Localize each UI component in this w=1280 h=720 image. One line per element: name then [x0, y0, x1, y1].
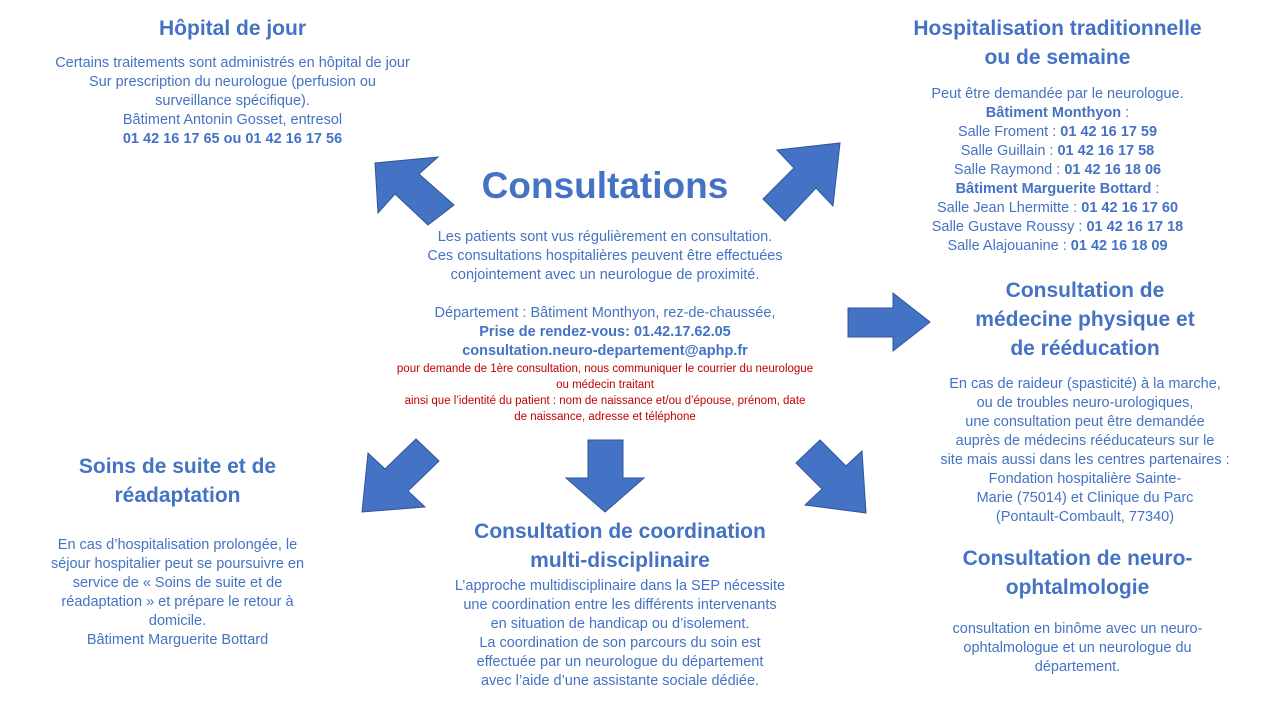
medecine-physique-title-line: de rééducation	[1010, 337, 1160, 360]
coordination-title	[400, 517, 840, 575]
room-label: Salle Gustave Roussy :	[931, 219, 1087, 235]
medecine-physique-line: En cas de raideur (spasticité) à la marche,	[949, 376, 1221, 392]
medecine-physique-line: une consultation peut être demandée	[965, 414, 1205, 430]
medecine-physique-line: ou de troubles neuro-urologiques,	[976, 395, 1194, 411]
coordination-line: La coordination de son parcours du soin est	[479, 635, 761, 651]
neuro-ophtalmologie-line: ophtalmologue et un neurologue du	[963, 640, 1192, 656]
note-line: ou médecin traitant	[556, 379, 654, 391]
room-phone: 01 42 16 18 09	[1070, 238, 1168, 254]
spacer	[310, 285, 900, 304]
soins-de-suite-title-line: Soins de suite et de	[78, 455, 277, 478]
coordination-line: une coordination entre les différents intervenants	[463, 597, 777, 613]
room-label: Salle Raymond :	[953, 162, 1065, 178]
medecine-physique-line: Fondation hospitalière Sainte-	[988, 471, 1182, 487]
arrow-to-soins-de-suite	[362, 439, 439, 512]
hopital-de-jour-title: Hôpital de jour	[159, 17, 306, 40]
consultations-intro	[310, 228, 900, 361]
neuro-ophtalmologie-text	[905, 620, 1250, 677]
building-bottard-label: Bâtiment Marguerite Bottard	[955, 181, 1152, 197]
building-monthyon-suffix: :	[1121, 105, 1130, 121]
neuro-ophtalmologie-title	[905, 544, 1250, 602]
building-monthyon-label: Bâtiment Monthyon	[985, 105, 1122, 121]
neuro-ophtalmologie-title-line: ophtalmologie	[1005, 576, 1150, 599]
medecine-physique-title-line: médecine physique et	[975, 308, 1195, 331]
coordination-title-line: multi-disciplinaire	[530, 549, 710, 572]
coordination-line: avec l’aide d’une assistante sociale dédiée.	[480, 673, 760, 689]
soins-de-suite-line: Bâtiment Marguerite Bottard	[86, 632, 269, 648]
room-label: Salle Jean Lhermitte :	[936, 200, 1082, 216]
room-line	[880, 123, 1235, 142]
room-phone: 01 42 16 17 59	[1060, 124, 1158, 140]
room-line	[880, 218, 1235, 237]
neuro-ophtalmologie-title-line: Consultation de neuro-	[962, 547, 1193, 570]
building-bottard-suffix: :	[1151, 181, 1160, 197]
arrow-to-neuro-ophtalmologie	[796, 440, 866, 513]
hospitalisation-text	[880, 85, 1235, 256]
hospitalisation-block	[880, 14, 1235, 256]
soins-de-suite-block	[5, 452, 350, 650]
first-consultation-note	[310, 361, 900, 425]
neuro-ophtalmologie-block	[905, 544, 1250, 677]
neuro-ophtalmologie-line: consultation en binôme avec un neuro-	[952, 621, 1203, 637]
consultations-department: Département : Bâtiment Monthyon, rez-de-chaussée,	[434, 305, 776, 321]
consultations-intro-line: conjointement avec un neurologue de proximité.	[450, 267, 760, 283]
note-line: de naissance, adresse et téléphone	[514, 411, 696, 423]
soins-de-suite-text	[5, 536, 350, 650]
medecine-physique-text	[905, 375, 1265, 527]
note-line: ainsi que l’identité du patient : nom de naissance et/ou d’épouse, prénom, date	[404, 395, 806, 407]
soins-de-suite-line: service de « Soins de suite et de	[72, 575, 283, 591]
soins-de-suite-line: réadaptation » et prépare le retour à	[61, 594, 294, 610]
coordination-line: effectuée par un neurologue du département	[476, 654, 764, 670]
soins-de-suite-line: En cas d’hospitalisation prolongée, le	[57, 537, 298, 553]
medecine-physique-line: site mais aussi dans les centres partenaires :	[940, 452, 1230, 468]
coordination-line: en situation de handicap ou d’isolement.	[490, 616, 750, 632]
room-phone: 01 42 16 17 58	[1057, 143, 1155, 159]
room-line	[880, 237, 1235, 256]
hopital-de-jour-phones: 01 42 16 17 65 ou 01 42 16 17 56	[122, 131, 343, 147]
hopital-de-jour-line: Bâtiment Antonin Gosset, entresol	[122, 112, 343, 128]
medecine-physique-title	[905, 276, 1265, 363]
consultations-center-block	[310, 164, 900, 425]
room-phone: 01 42 16 18 06	[1064, 162, 1162, 178]
room-phone: 01 42 16 17 60	[1081, 200, 1179, 216]
soins-de-suite-title-line: réadaptation	[114, 484, 241, 507]
consultations-intro-line: Les patients sont vus régulièrement en consultation.	[437, 229, 773, 245]
hospitalisation-title	[880, 14, 1235, 72]
consultation-email[interactable]: consultation.neuro-departement@aphp.fr	[462, 343, 748, 359]
hopital-de-jour-text	[10, 54, 455, 149]
coordination-text	[400, 577, 840, 691]
note-line: pour demande de 1ère consultation, nous communiquer le courrier du neurologue	[396, 363, 814, 375]
building-monthyon	[880, 104, 1235, 123]
building-bottard	[880, 180, 1235, 199]
hopital-de-jour-line: surveillance spécifique).	[155, 93, 310, 109]
medecine-physique-line: Marie (75014) et Clinique du Parc	[976, 490, 1194, 506]
medecine-physique-title-line: Consultation de	[1005, 279, 1165, 302]
coordination-block	[400, 517, 840, 691]
room-line	[880, 142, 1235, 161]
coordination-title-line: Consultation de coordination	[474, 520, 766, 543]
room-line	[880, 161, 1235, 180]
coordination-line: L’approche multidisciplinaire dans la SEP nécessite	[454, 578, 786, 594]
room-label: Salle Froment :	[957, 124, 1061, 140]
soins-de-suite-title	[5, 452, 350, 510]
appointment-phone: Prise de rendez-vous: 01.42.17.62.05	[479, 324, 731, 340]
consultations-intro-line: Ces consultations hospitalières peuvent être effectuées	[427, 248, 783, 264]
consultations-title: Consultations	[481, 165, 729, 206]
hopital-de-jour-line: Certains traitements sont administrés en hôpital de jour	[55, 55, 410, 71]
soins-de-suite-line: séjour hospitalier peut se poursuivre en	[50, 556, 305, 572]
arrow-to-coordination	[566, 440, 644, 512]
hospitalisation-title-line: Hospitalisation traditionnelle	[913, 17, 1202, 40]
medecine-physique-block	[905, 276, 1265, 527]
hospitalisation-intro: Peut être demandée par le neurologue.	[931, 86, 1184, 102]
room-label: Salle Alajouanine :	[947, 238, 1071, 254]
hopital-de-jour-line: Sur prescription du neurologue (perfusion ou	[89, 74, 376, 90]
room-line	[880, 199, 1235, 218]
hopital-de-jour-block	[10, 14, 455, 149]
room-label: Salle Guillain :	[960, 143, 1058, 159]
medecine-physique-line: auprès de médecins rééducateurs sur le	[955, 433, 1215, 449]
room-phone: 01 42 16 17 18	[1086, 219, 1184, 235]
soins-de-suite-line: domicile.	[148, 613, 207, 629]
medecine-physique-line: (Pontault-Combault, 77340)	[995, 509, 1175, 525]
hospitalisation-title-line: ou de semaine	[984, 46, 1131, 69]
neuro-ophtalmologie-line: département.	[1034, 659, 1121, 675]
